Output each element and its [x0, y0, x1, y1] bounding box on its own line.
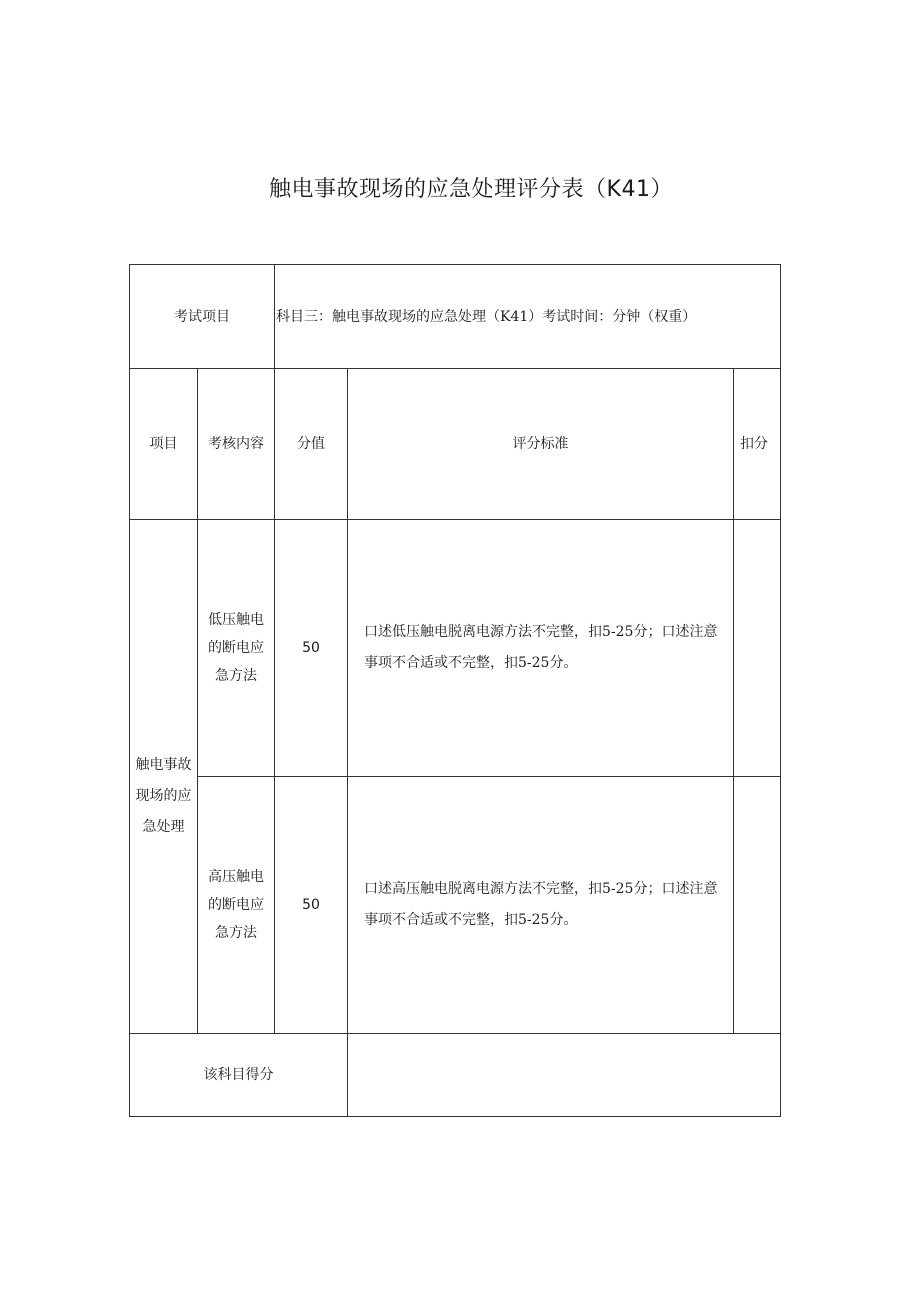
item-score: 50: [275, 520, 348, 777]
item-content: 低压触电的断电应急方法: [198, 520, 275, 777]
item-deduct-field[interactable]: [734, 520, 781, 777]
project-name: 触电事故现场的应急处理: [130, 520, 198, 1034]
total-score-field[interactable]: [348, 1034, 781, 1117]
header-project: 项目: [130, 369, 198, 520]
table-row: [130, 520, 781, 777]
exam-label: 考试项目: [130, 265, 275, 369]
item-deduct-field[interactable]: [734, 777, 781, 1034]
header-content: 考核内容: [198, 369, 275, 520]
item-score: 50: [275, 777, 348, 1034]
header-score: 分值: [275, 369, 348, 520]
header-deduct: 扣分: [734, 369, 781, 520]
item-criteria: 口述低压触电脱离电源方法不完整，扣5-25分；口述注意事项不合适或不完整，扣5-25分。: [348, 520, 734, 777]
item-content: 高压触电的断电应急方法: [198, 777, 275, 1034]
page-title: 触电事故现场的应急处理评分表（K41）: [269, 177, 673, 202]
header-criteria: 评分标准: [348, 369, 734, 520]
exam-row: [130, 265, 781, 369]
item-criteria: 口述高压触电脱离电源方法不完整，扣5-25分；口述注意事项不合适或不完整，扣5-25分。: [348, 777, 734, 1034]
table-row: [130, 777, 781, 1034]
total-label: 该科目得分: [130, 1034, 348, 1117]
exam-info: 科目三：触电事故现场的应急处理（K41）考试时间：分钟（权重）: [275, 265, 781, 369]
header-row: [130, 369, 781, 520]
total-row: [130, 1034, 781, 1117]
scoring-table: [129, 264, 781, 1117]
